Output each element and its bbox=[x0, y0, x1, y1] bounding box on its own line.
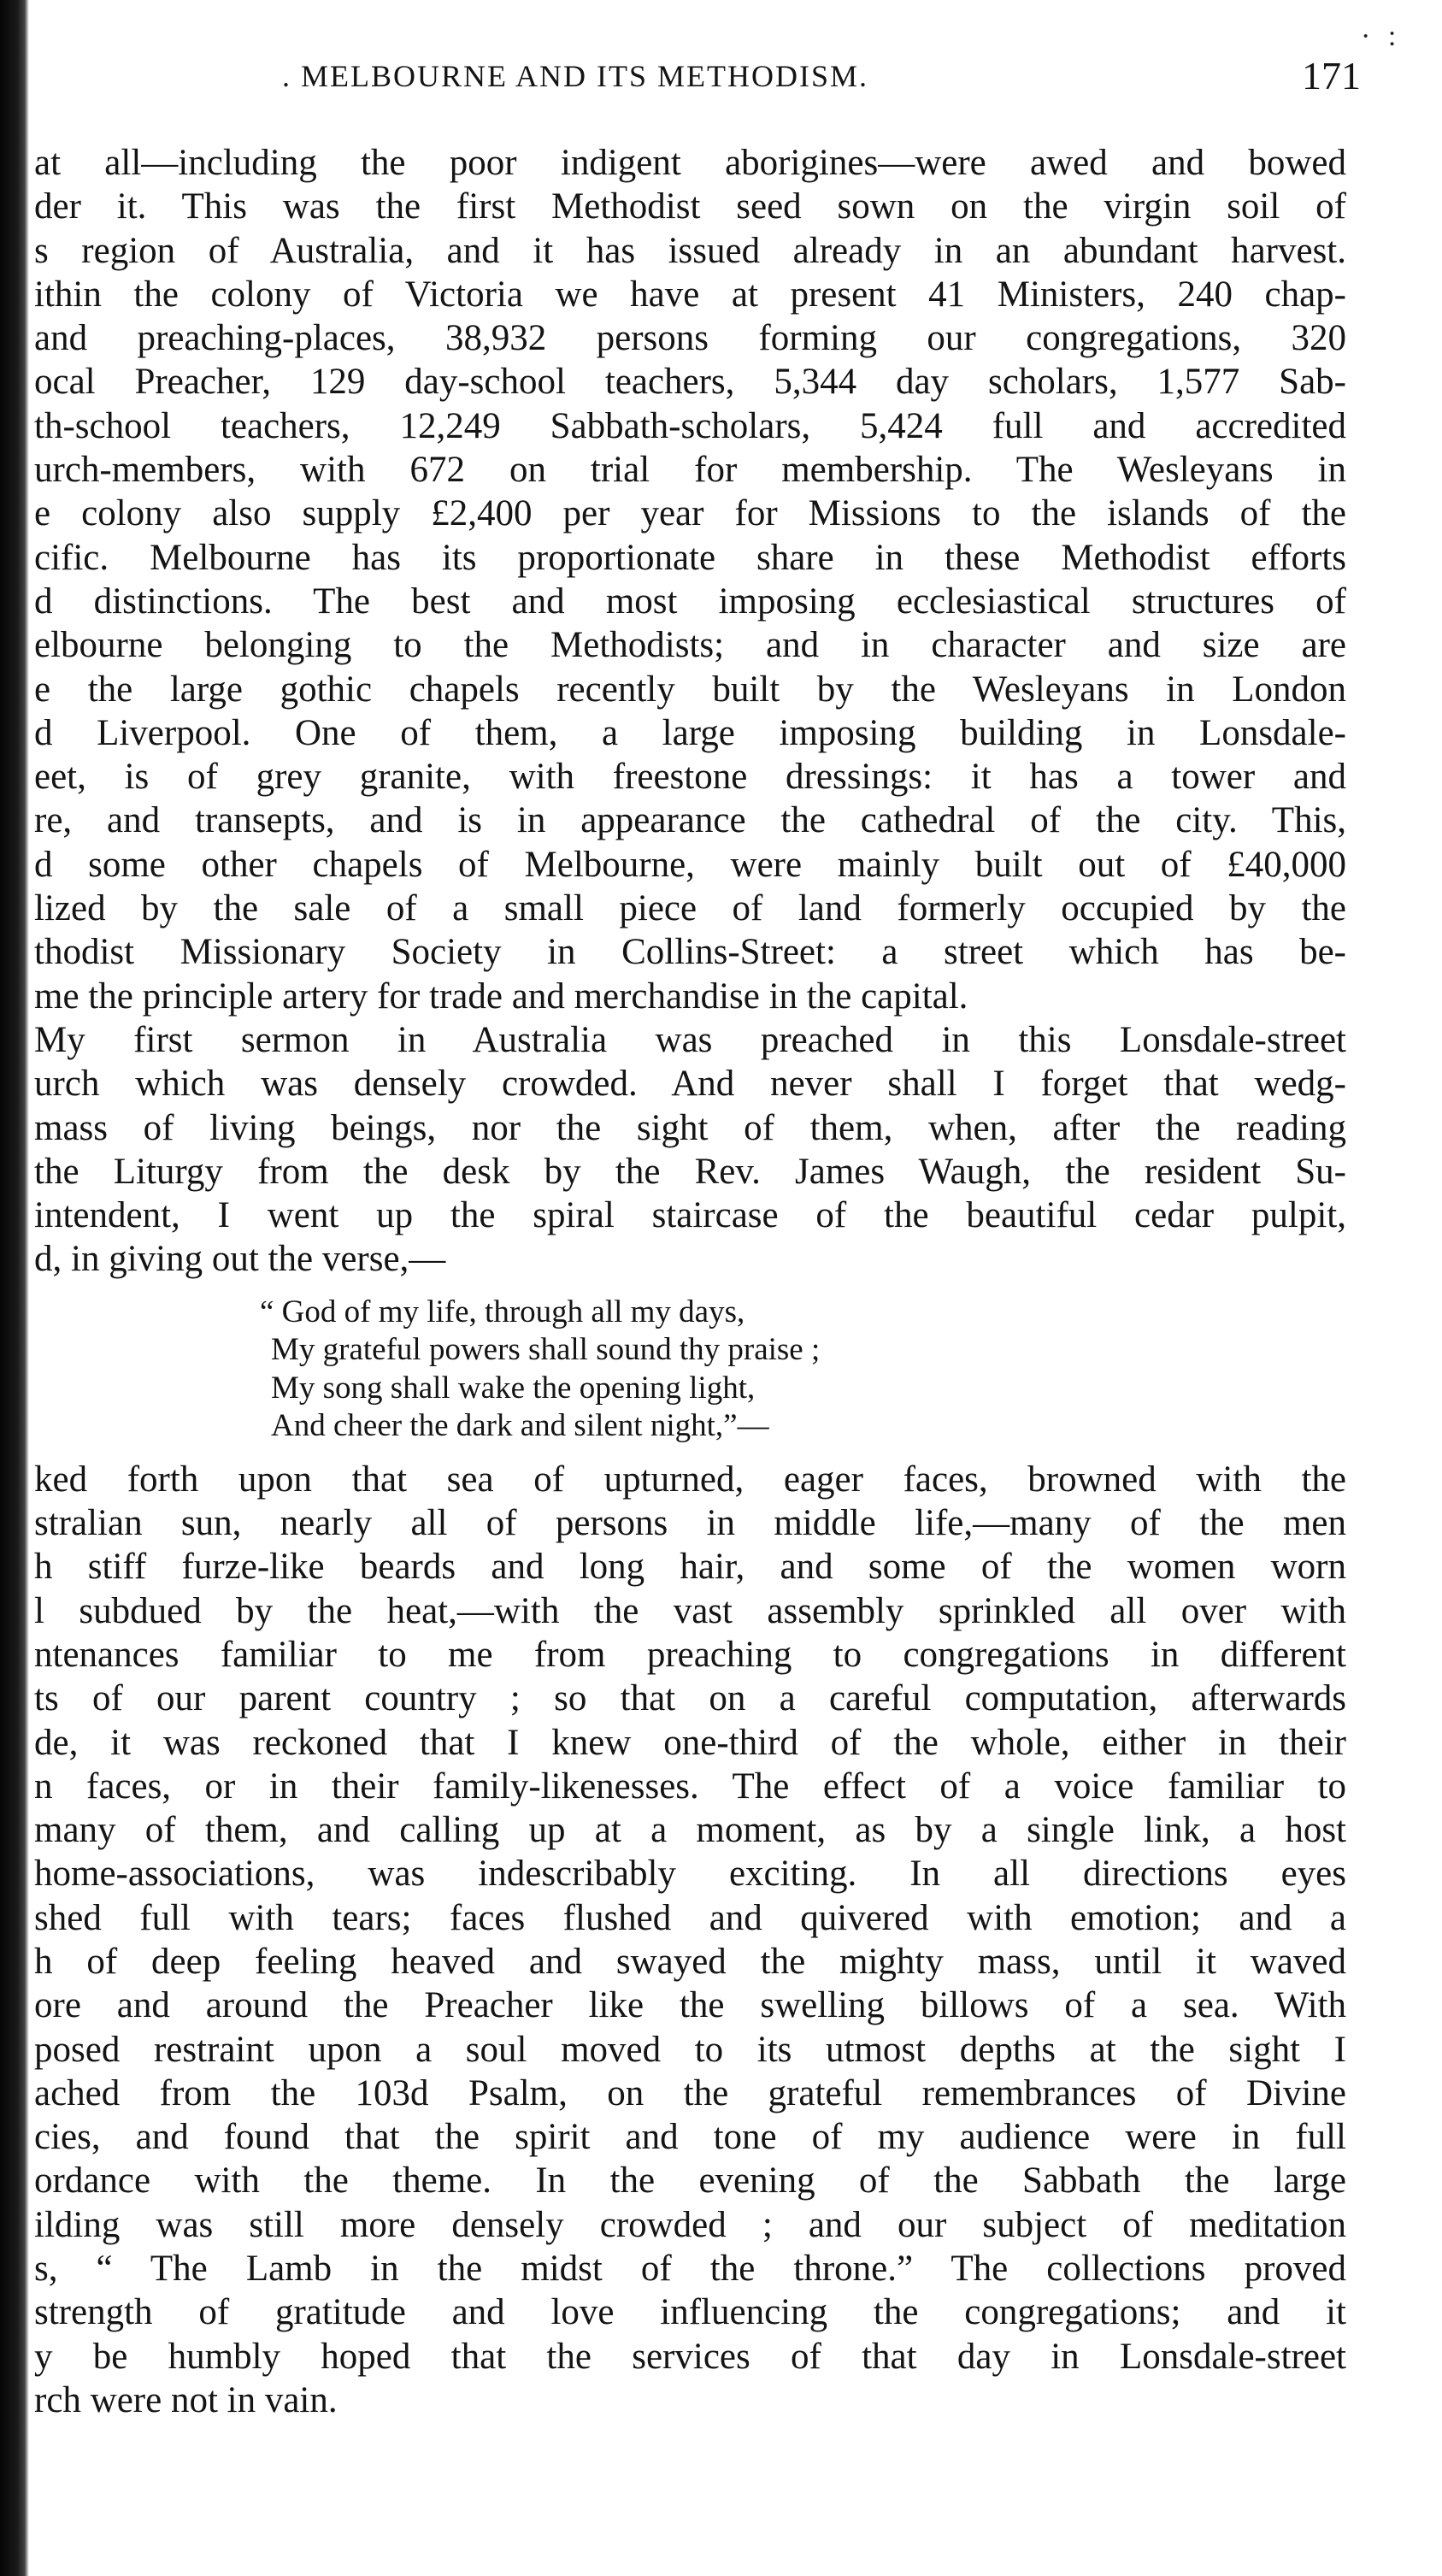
text-line: My first sermon in Australia was preached in this Lonsdale-street bbox=[34, 1019, 1346, 1060]
text-line: urch which was densely crowded. And never shall I forget that wedg- bbox=[34, 1064, 1346, 1105]
text-line: ked forth upon that sea of upturned, eager faces, browned with the bbox=[34, 1459, 1346, 1500]
text-line: rch were not in vain. bbox=[34, 2379, 338, 2420]
text-line: ore and around the Preacher like the swelling billows of a sea. With bbox=[34, 1985, 1346, 2026]
body-text bbox=[34, 141, 1346, 2422]
text-line: ntenances familiar to me from preaching to congregations in different bbox=[34, 1634, 1346, 1675]
verse-line: My song shall wake the opening light, bbox=[271, 1370, 756, 1406]
text-line: strength of gratitude and love influencing the congregations; and it bbox=[34, 2292, 1346, 2333]
text-line: me the principle artery for trade and merchandise in the capital. bbox=[34, 976, 968, 1017]
paragraph-1 bbox=[34, 141, 1346, 1018]
text-line: ithin the colony of Victoria we have at present 41 Ministers, 240 chap- bbox=[34, 274, 1346, 315]
text-line: lized by the sale of a small piece of land formerly occupied by the bbox=[34, 888, 1346, 929]
text-line: n faces, or in their family-likenesses. The effect of a voice familiar to bbox=[34, 1765, 1346, 1807]
text-line: stralian sun, nearly all of persons in middle life,—many of the men bbox=[34, 1503, 1346, 1544]
text-line: eet, is of grey granite, with freestone dressings: it has a tower and bbox=[34, 757, 1346, 798]
text-line: s region of Australia, and it has issued already in an abundant harvest. bbox=[34, 230, 1346, 271]
text-line: urch-members, with 672 on trial for membership. The Wesleyans in bbox=[34, 450, 1346, 491]
text-line: shed full with tears; faces flushed and quivered with emotion; and a bbox=[34, 1897, 1346, 1938]
text-line: cies, and found that the spirit and tone of my audience were in full bbox=[34, 2117, 1346, 2158]
text-line: ached from the 103d Psalm, on the grateful remembrances of Divine bbox=[34, 2072, 1346, 2113]
page-number: 171 bbox=[1302, 54, 1361, 97]
text-line: intendent, I went up the spiral staircase of the beautiful cedar pulpit, bbox=[34, 1195, 1346, 1236]
text-line: cific. Melbourne has its proportionate share in these Methodist efforts bbox=[34, 537, 1346, 578]
text-line: ilding was still more densely crowded ; and our subject of meditation bbox=[34, 2204, 1346, 2245]
running-title: . MELBOURNE AND ITS METHODISM. bbox=[282, 59, 869, 93]
text-line: s, “ The Lamb in the midst of the throne.” The collections proved bbox=[34, 2249, 1346, 2290]
text-line: and preaching-places, 38,932 persons forming our congregations, 320 bbox=[34, 318, 1346, 359]
text-line: d Liverpool. One of them, a large imposing building in Lonsdale- bbox=[34, 712, 1346, 753]
text-line: ocal Preacher, 129 day-school teachers, 5,344 day scholars, 1,577 Sab- bbox=[34, 362, 1346, 403]
text-line: l subdued by the heat,—with the vast assembly sprinkled all over with bbox=[34, 1590, 1346, 1631]
text-line: der it. This was the first Methodist seed sown on the virgin soil of bbox=[34, 186, 1346, 227]
text-line: y be humbly hoped that the services of that day in Lonsdale-street bbox=[34, 2336, 1346, 2377]
verse-line: My grateful powers shall sound thy praise ; bbox=[271, 1332, 821, 1368]
text-line: th-school teachers, 12,249 Sabbath-scholars, 5,424 full and accredited bbox=[34, 405, 1346, 446]
text-line: d, in giving out the verse,— bbox=[34, 1239, 446, 1280]
text-line: ts of our parent country ; so that on a careful computation, afterwards bbox=[34, 1678, 1346, 1719]
text-line: elbourne belonging to the Methodists; and in character and size are bbox=[34, 625, 1346, 666]
text-line: thodist Missionary Society in Collins-Street: a street which has be- bbox=[34, 932, 1346, 973]
paragraph-2 bbox=[34, 1018, 1346, 1282]
text-line: d some other chapels of Melbourne, were mainly built out of £40,000 bbox=[34, 844, 1346, 885]
text-line: home-associations, was indescribably exciting. In all directions eyes bbox=[34, 1854, 1346, 1895]
text-line: e the large gothic chapels recently built by the Wesleyans in London bbox=[34, 669, 1346, 710]
text-line: many of them, and calling up at a moment, as by a single link, a host bbox=[34, 1810, 1346, 1851]
text-line: posed restraint upon a soul moved to its utmost depths at the sight I bbox=[34, 2029, 1346, 2070]
corner-marks: · : bbox=[1361, 21, 1402, 52]
hymn-verse bbox=[34, 1294, 1346, 1446]
text-line: ordance with the theme. In the evening of the Sabbath the large bbox=[34, 2160, 1346, 2202]
text-line: e colony also supply £2,400 per year for Missions to the islands of the bbox=[34, 493, 1346, 534]
verse-line: And cheer the dark and silent night,”— bbox=[271, 1408, 769, 1444]
page-header bbox=[34, 51, 1368, 111]
text-line: mass of living beings, nor the sight of them, when, after the reading bbox=[34, 1107, 1346, 1148]
text-line: d distinctions. The best and most imposing ecclesiastical structures of bbox=[34, 581, 1346, 622]
text-line: h stiff furze-like beards and long hair, and some of the women worn bbox=[34, 1547, 1346, 1588]
text-line: the Liturgy from the desk by the Rev. James Waugh, the resident Su- bbox=[34, 1151, 1346, 1192]
verse-line: “ God of my life, through all my days, bbox=[260, 1294, 745, 1329]
text-line: de, it was reckoned that I knew one-third of the whole, either in their bbox=[34, 1722, 1346, 1763]
text-line: re, and transepts, and is in appearance the cathedral of the city. This, bbox=[34, 800, 1346, 841]
text-line: h of deep feeling heaved and swayed the mighty mass, until it waved bbox=[34, 1941, 1346, 1982]
paragraph-3 bbox=[34, 1458, 1346, 2423]
binding-shadow bbox=[0, 0, 29, 2576]
text-line: at all—including the poor indigent aborigines—were awed and bowed bbox=[34, 143, 1346, 183]
